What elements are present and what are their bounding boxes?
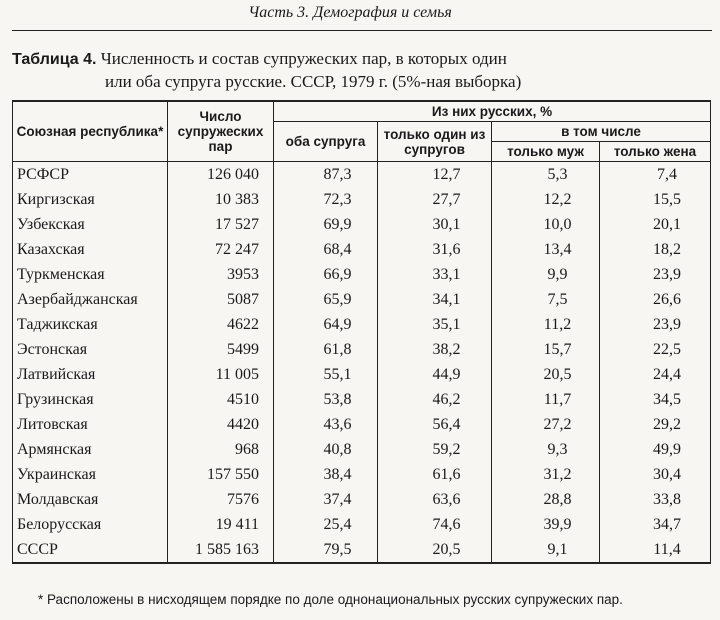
only-wife-cell: 15,5 <box>600 187 711 212</box>
republic-cell: Эстонская <box>13 337 168 362</box>
couples-cell: 157 550 <box>168 462 274 487</box>
republic-cell: Молдавская <box>13 487 168 512</box>
couples-cell: 126 040 <box>168 162 274 188</box>
both-cell: 87,3 <box>274 162 378 188</box>
couples-cell: 10 383 <box>168 187 274 212</box>
couples-cell: 4622 <box>168 312 274 337</box>
couples-cell: 11 005 <box>168 362 274 387</box>
republic-cell: Азербайджанская <box>13 287 168 312</box>
republic-cell: Армянская <box>13 437 168 462</box>
only-wife-cell: 34,5 <box>600 387 711 412</box>
table-row <box>13 187 711 212</box>
republic-cell: РСФСР <box>13 162 168 188</box>
col-header-couples: Число супружеских пар <box>168 101 274 162</box>
table-row <box>13 412 711 437</box>
header-rule <box>12 30 712 31</box>
only-husband-cell: 20,5 <box>492 362 600 387</box>
only-husband-cell: 27,2 <box>492 412 600 437</box>
only-husband-cell: 5,3 <box>492 162 600 188</box>
both-cell: 25,4 <box>274 512 378 537</box>
both-cell: 66,9 <box>274 262 378 287</box>
only-one-cell: 35,1 <box>378 312 492 337</box>
table-title-line2: или оба супруга русские. СССР, 1979 г. (5%-ная выборка) <box>105 72 522 91</box>
both-cell: 64,9 <box>274 312 378 337</box>
only-husband-cell: 13,4 <box>492 237 600 262</box>
republic-cell: Грузинская <box>13 387 168 412</box>
both-cell: 37,4 <box>274 487 378 512</box>
couples-cell: 5499 <box>168 337 274 362</box>
only-one-cell: 44,9 <box>378 362 492 387</box>
col-header-only-wife: только жена <box>600 142 711 162</box>
couples-cell: 5087 <box>168 287 274 312</box>
table-body <box>13 162 711 564</box>
only-wife-cell: 49,9 <box>600 437 711 462</box>
only-husband-cell: 9,9 <box>492 262 600 287</box>
couples-cell: 3953 <box>168 262 274 287</box>
both-cell: 43,6 <box>274 412 378 437</box>
republic-cell: Киргизская <box>13 187 168 212</box>
both-cell: 55,1 <box>274 362 378 387</box>
only-one-cell: 34,1 <box>378 287 492 312</box>
table-row <box>13 487 711 512</box>
page-header: Часть 3. Демография и семья <box>248 4 452 21</box>
couples-cell: 4420 <box>168 412 274 437</box>
republic-cell: Латвийская <box>13 362 168 387</box>
only-husband-cell: 15,7 <box>492 337 600 362</box>
only-one-cell: 20,5 <box>378 537 492 563</box>
both-cell: 38,4 <box>274 462 378 487</box>
only-one-cell: 27,7 <box>378 187 492 212</box>
couples-cell: 4510 <box>168 387 274 412</box>
couples-cell: 17 527 <box>168 212 274 237</box>
only-one-cell: 61,6 <box>378 462 492 487</box>
only-one-cell: 31,6 <box>378 237 492 262</box>
col-header-republic: Союзная республика* <box>13 101 168 162</box>
republic-cell: Украинская <box>13 462 168 487</box>
both-cell: 53,8 <box>274 387 378 412</box>
table-row <box>13 437 711 462</box>
republic-cell: СССР <box>13 537 168 563</box>
table-row <box>13 362 711 387</box>
table-row <box>13 212 711 237</box>
footnote: * Расположены в нисходящем порядке по доле однонациональных русских супружеских пар. <box>38 592 623 607</box>
table-title-line1: Численность и состав супружеских пар, в которых один <box>100 49 507 68</box>
only-wife-cell: 7,4 <box>600 162 711 188</box>
only-one-cell: 38,2 <box>378 337 492 362</box>
only-husband-cell: 7,5 <box>492 287 600 312</box>
only-wife-cell: 18,2 <box>600 237 711 262</box>
only-husband-cell: 11,7 <box>492 387 600 412</box>
only-wife-cell: 23,9 <box>600 262 711 287</box>
only-one-cell: 63,6 <box>378 487 492 512</box>
only-one-cell: 30,1 <box>378 212 492 237</box>
table-title <box>12 48 702 93</box>
table-row <box>13 537 711 563</box>
only-wife-cell: 26,6 <box>600 287 711 312</box>
col-header-of-them-russian: Из них русских, % <box>274 101 711 122</box>
only-wife-cell: 30,4 <box>600 462 711 487</box>
only-husband-cell: 28,8 <box>492 487 600 512</box>
col-header-including: в том числе <box>492 122 711 142</box>
only-wife-cell: 11,4 <box>600 537 711 563</box>
table-row <box>13 262 711 287</box>
only-wife-cell: 34,7 <box>600 512 711 537</box>
table-row <box>13 387 711 412</box>
both-cell: 72,3 <box>274 187 378 212</box>
republic-cell: Таджикская <box>13 312 168 337</box>
republic-cell: Туркменская <box>13 262 168 287</box>
col-header-both: оба супруга <box>274 122 378 162</box>
both-cell: 79,5 <box>274 537 378 563</box>
only-husband-cell: 12,2 <box>492 187 600 212</box>
only-one-cell: 59,2 <box>378 437 492 462</box>
col-header-only-husband: только муж <box>492 142 600 162</box>
col-header-only-one: только один из супругов <box>378 122 492 162</box>
only-husband-cell: 39,9 <box>492 512 600 537</box>
only-husband-cell: 31,2 <box>492 462 600 487</box>
both-cell: 40,8 <box>274 437 378 462</box>
only-wife-cell: 29,2 <box>600 412 711 437</box>
both-cell: 69,9 <box>274 212 378 237</box>
table-row <box>13 237 711 262</box>
only-husband-cell: 11,2 <box>492 312 600 337</box>
table-row <box>13 512 711 537</box>
only-wife-cell: 23,9 <box>600 312 711 337</box>
table-row <box>13 462 711 487</box>
table-row <box>13 337 711 362</box>
only-one-cell: 74,6 <box>378 512 492 537</box>
couples-cell: 968 <box>168 437 274 462</box>
both-cell: 65,9 <box>274 287 378 312</box>
both-cell: 68,4 <box>274 237 378 262</box>
table-row <box>13 287 711 312</box>
only-husband-cell: 9,3 <box>492 437 600 462</box>
only-husband-cell: 9,1 <box>492 537 600 563</box>
only-wife-cell: 20,1 <box>600 212 711 237</box>
table-label: Таблица 4. <box>12 51 97 68</box>
data-table <box>12 100 711 564</box>
couples-cell: 1 585 163 <box>168 537 274 563</box>
table-row <box>13 312 711 337</box>
couples-cell: 72 247 <box>168 237 274 262</box>
only-wife-cell: 33,8 <box>600 487 711 512</box>
republic-cell: Казахская <box>13 237 168 262</box>
republic-cell: Белорусская <box>13 512 168 537</box>
couples-cell: 19 411 <box>168 512 274 537</box>
only-wife-cell: 22,5 <box>600 337 711 362</box>
only-one-cell: 46,2 <box>378 387 492 412</box>
republic-cell: Литовская <box>13 412 168 437</box>
both-cell: 61,8 <box>274 337 378 362</box>
only-one-cell: 56,4 <box>378 412 492 437</box>
only-husband-cell: 10,0 <box>492 212 600 237</box>
only-wife-cell: 24,4 <box>600 362 711 387</box>
only-one-cell: 12,7 <box>378 162 492 188</box>
republic-cell: Узбекская <box>13 212 168 237</box>
couples-cell: 7576 <box>168 487 274 512</box>
only-one-cell: 33,1 <box>378 262 492 287</box>
table-row <box>13 162 711 188</box>
